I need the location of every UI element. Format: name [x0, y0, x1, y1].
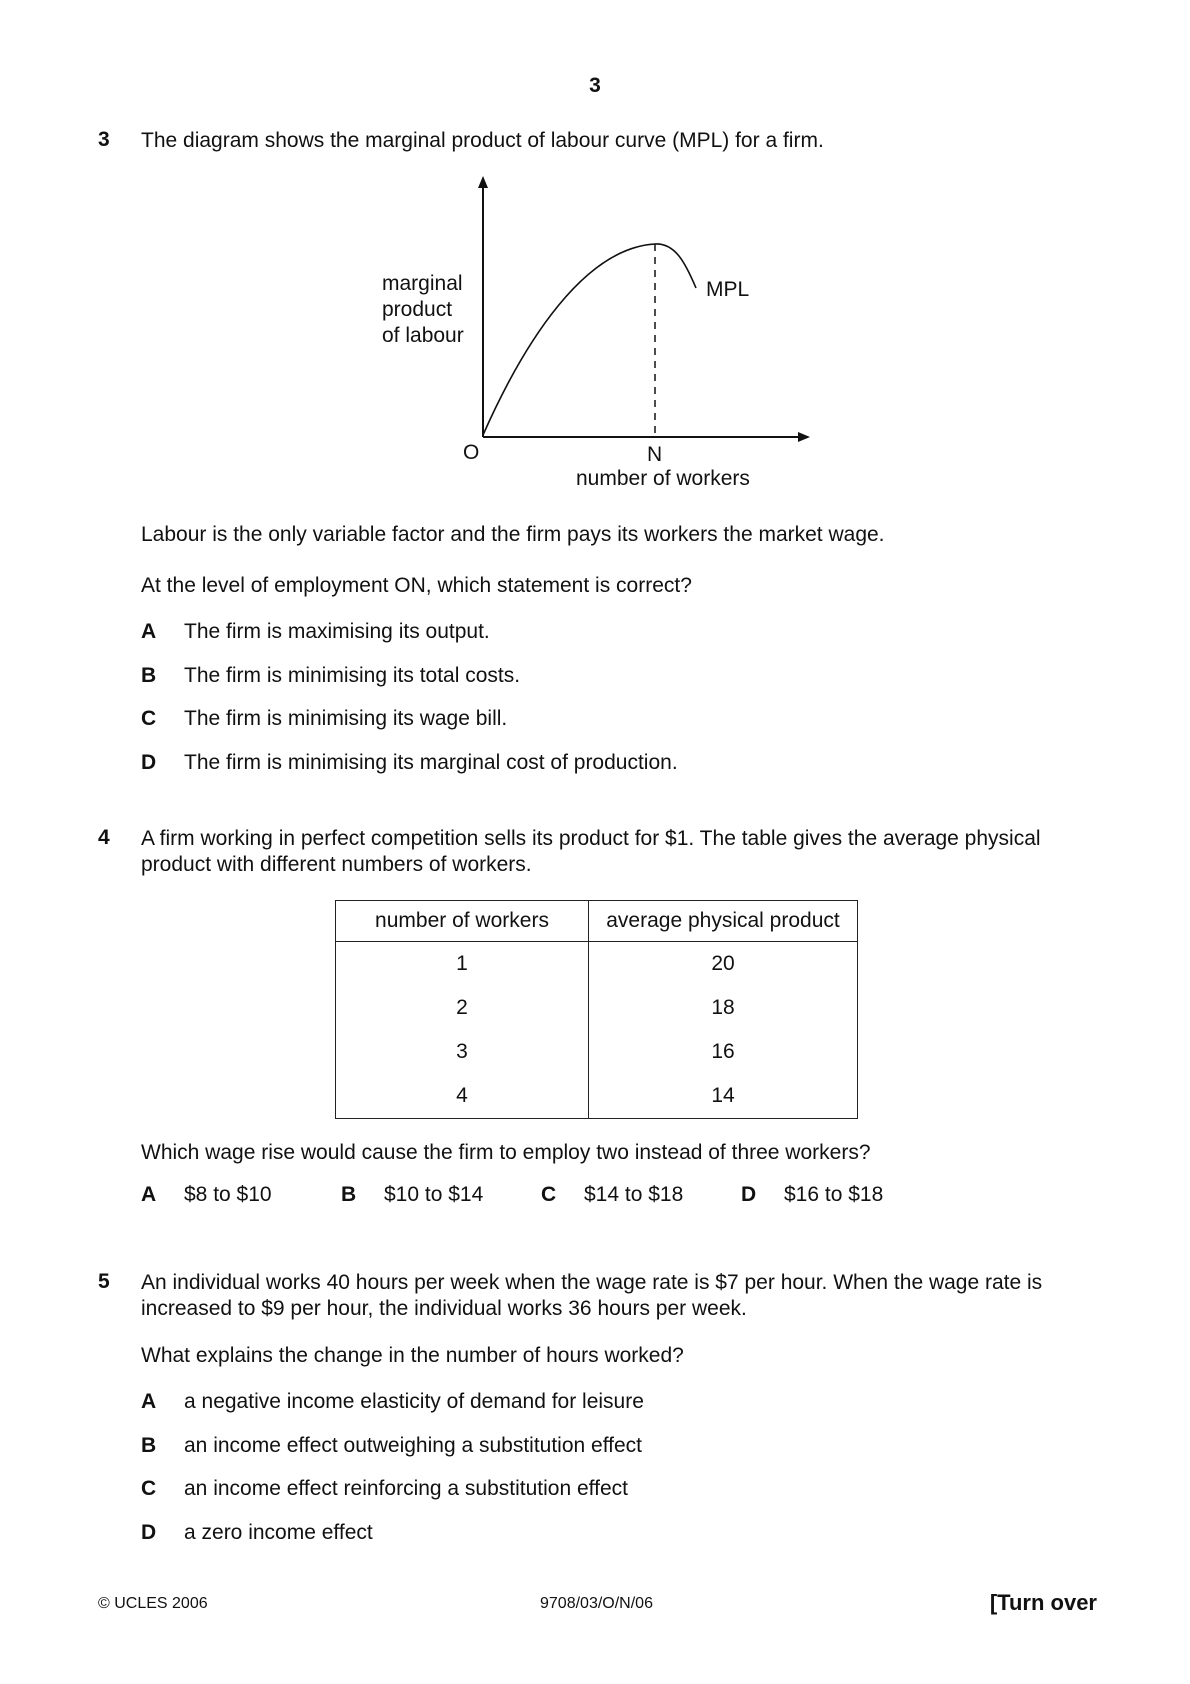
q3-option-b-letter: B: [141, 664, 157, 687]
table-row: [336, 986, 858, 1030]
q3-option-d-text: The firm is minimising its marginal cost of production.: [184, 751, 678, 774]
q5-option-d-letter: D: [141, 1521, 157, 1544]
table-header-product: average physical product: [589, 901, 858, 942]
origin-label: O: [463, 441, 480, 464]
q3-option-a-text: The firm is maximising its output.: [184, 620, 490, 643]
q5-option-c-letter: C: [141, 1477, 157, 1500]
turn-over-label: [Turn over: [989, 1590, 1097, 1615]
footer-paper-code: 9708/03/O/N/06: [540, 1595, 653, 1612]
x-axis-label: number of workers: [576, 467, 750, 490]
question-number-5: 5: [98, 1270, 110, 1293]
q3-option-a-letter: A: [141, 620, 157, 643]
footer-copyright: © UCLES 2006: [98, 1595, 208, 1612]
q3-option-c-text: The firm is minimising its wage bill.: [184, 707, 508, 730]
q4-option-c-text: $14 to $18: [584, 1183, 684, 1206]
q4-option-b-text: $10 to $14: [384, 1183, 484, 1206]
question-3-stem: The diagram shows the marginal product of labour curve (MPL) for a firm.: [141, 129, 824, 152]
question-5-stem: An individual works 40 hours per week when the wage rate is $7 per hour. When the wage rate is increased to $9 per hour, the individual works 36 hours per week.: [141, 1271, 1043, 1320]
q3-option-b-text: The firm is minimising its total costs.: [184, 664, 521, 687]
mpl-curve-label: MPL: [706, 278, 750, 301]
q5-option-b-text: an income effect outweighing a substitution effect: [184, 1434, 643, 1457]
question-4-question: Which wage rise would cause the firm to employ two instead of three workers?: [141, 1141, 871, 1164]
question-number-4: 4: [98, 826, 110, 849]
y-axis-label-line-2: product: [382, 298, 453, 321]
q4-option-d-letter: D: [741, 1183, 757, 1206]
q5-option-c-text: an income effect reinforcing a substitution effect: [184, 1477, 628, 1500]
q3-option-d-letter: D: [141, 751, 157, 774]
table-cell: 1: [336, 942, 589, 987]
n-label: N: [647, 443, 663, 466]
table-header-workers: number of workers: [336, 901, 589, 942]
q4-option-d-text: $16 to $18: [784, 1183, 884, 1206]
table-cell: 3: [336, 1030, 589, 1074]
q5-option-b-letter: B: [141, 1434, 157, 1457]
question-number-3: 3: [98, 128, 110, 151]
mpl-diagram: [370, 170, 830, 500]
q5-option-a-letter: A: [141, 1390, 157, 1413]
mpl-curve: [483, 244, 696, 435]
q3-option-c-letter: C: [141, 707, 157, 730]
question-3-text: Labour is the only variable factor and the firm pays its workers the market wage.: [141, 523, 885, 546]
table-cell: 4: [336, 1074, 589, 1119]
y-axis-label-line-1: marginal: [382, 272, 463, 295]
table-cell: 2: [336, 986, 589, 1030]
table-row: [336, 1030, 858, 1074]
table-row: [336, 1074, 858, 1119]
table-cell: 18: [589, 986, 858, 1030]
question-5-question: What explains the change in the number of hours worked?: [141, 1344, 684, 1367]
question-3-question: At the level of employment ON, which statement is correct?: [141, 574, 692, 597]
question-4-stem: A firm working in perfect competition sells its product for $1. The table gives the average physical product with different numbers of workers.: [141, 827, 1041, 876]
q4-option-a-text: $8 to $10: [184, 1183, 272, 1206]
y-axis-label-line-3: of labour: [382, 324, 464, 347]
table-cell: 20: [589, 942, 858, 987]
q4-option-a-letter: A: [141, 1183, 157, 1206]
q4-option-b-letter: B: [341, 1183, 357, 1206]
q5-option-a-text: a negative income elasticity of demand for leisure: [184, 1390, 644, 1413]
table-cell: 16: [589, 1030, 858, 1074]
q5-option-d-text: a zero income effect: [184, 1521, 373, 1544]
table-cell: 14: [589, 1074, 858, 1119]
q4-option-c-letter: C: [541, 1183, 557, 1206]
page-number: 3: [589, 74, 601, 97]
table-row: [336, 942, 858, 987]
average-product-table: [335, 900, 858, 1119]
